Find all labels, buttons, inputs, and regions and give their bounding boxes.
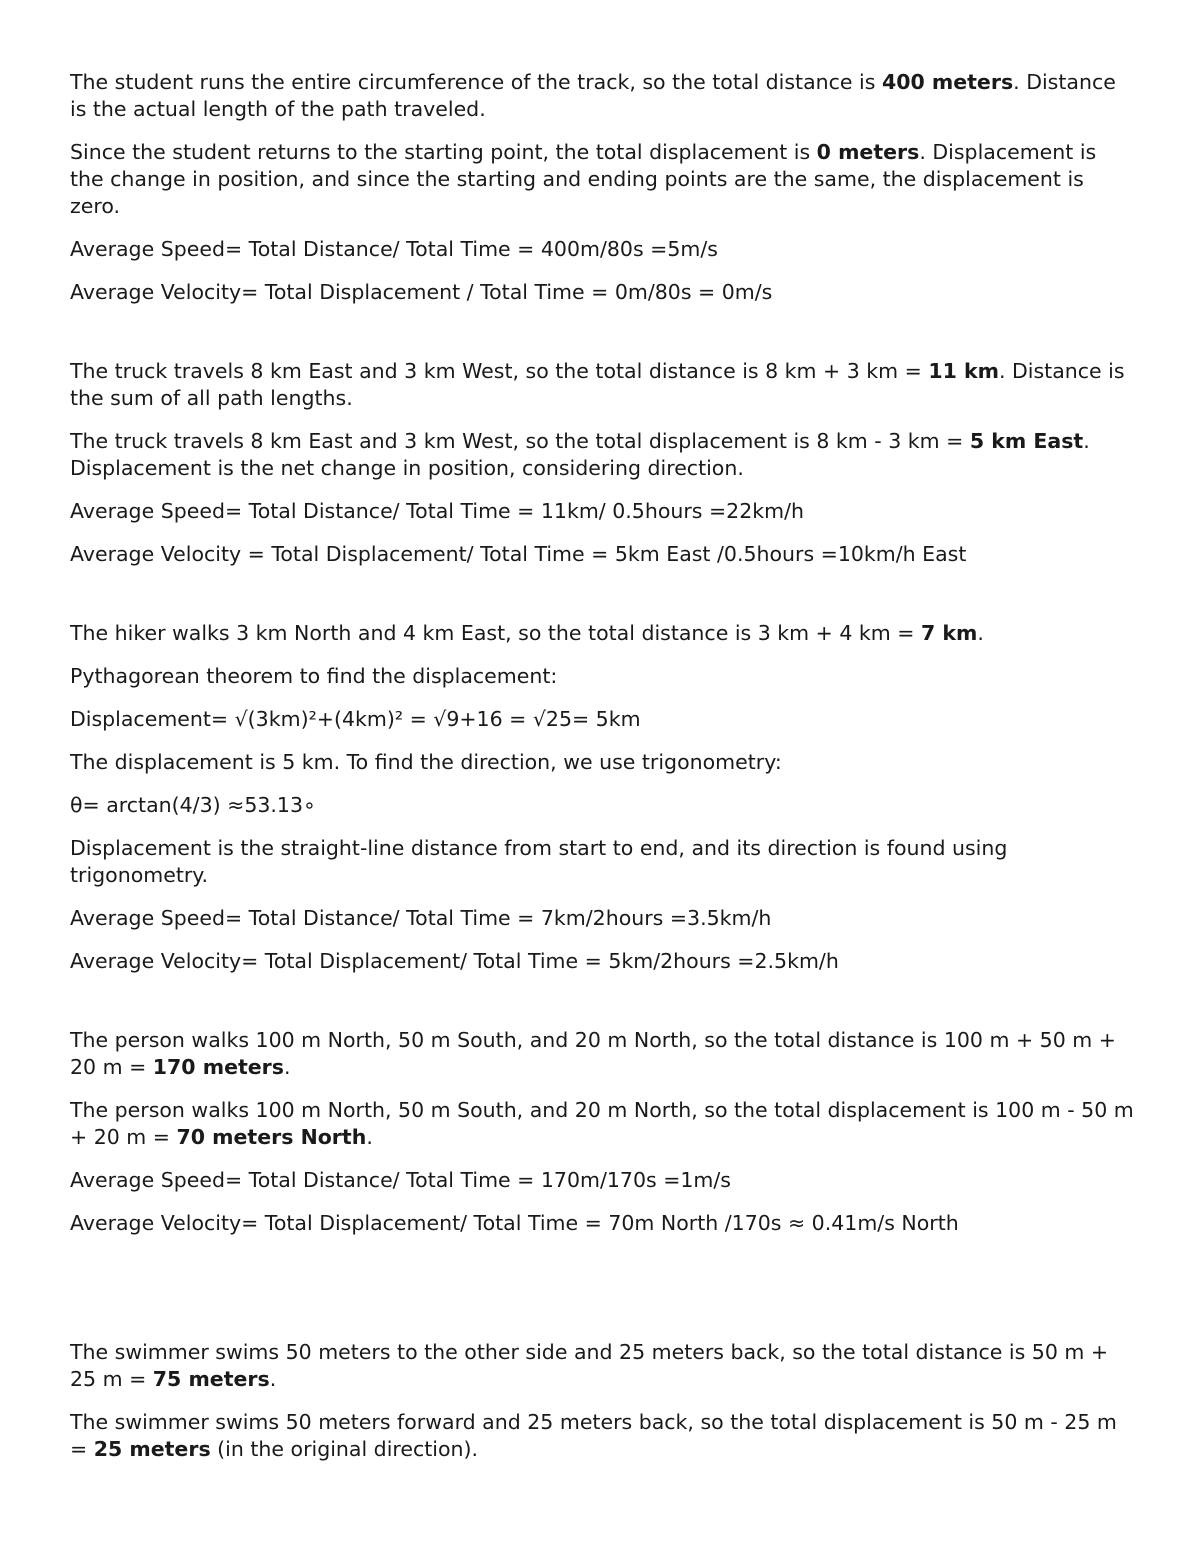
section-truck bbox=[70, 358, 1135, 568]
document-page bbox=[70, 69, 1135, 1479]
section-person bbox=[70, 1027, 1135, 1237]
section-hiker bbox=[70, 620, 1135, 975]
paragraph-distance: The swimmer swims 50 meters to the other side and 25 meters back, so the total distance is 50 m + 25 m = 75 meters. bbox=[70, 1340, 1109, 1391]
paragraph-displacement-explanation: Displacement is the straight-line distance from start to end, and its direction is found using trigonometry. bbox=[70, 836, 1008, 887]
paragraph-average-velocity: Average Velocity= Total Displacement / Total Time = 0m/80s = 0m/s bbox=[70, 280, 773, 304]
section-spacer bbox=[70, 322, 1135, 358]
paragraph-average-speed: Average Speed= Total Distance/ Total Time = 170m/170s =1m/s bbox=[70, 1168, 731, 1192]
paragraph-displacement-formula: Displacement= √(3km)²+(4km)² = √9+16 = √25= 5km bbox=[70, 707, 641, 731]
section-spacer bbox=[70, 584, 1135, 620]
paragraph-average-velocity: Average Velocity= Total Displacement/ Total Time = 70m North /170s ≈ 0.41m/s North bbox=[70, 1211, 959, 1235]
section-student-track bbox=[70, 69, 1135, 306]
paragraph-displacement: Since the student returns to the starting point, the total displacement is 0 meters. Displacement is the change in position, and since the starting and ending points are the same, the displacement is zero. bbox=[70, 140, 1097, 218]
section-spacer bbox=[70, 991, 1135, 1027]
paragraph-displacement: The swimmer swims 50 meters forward and 25 meters back, so the total displacement is 50 m - 25 m = 25 meters (in the original direction). bbox=[70, 1410, 1117, 1461]
paragraph-distance: The hiker walks 3 km North and 4 km East, so the total distance is 3 km + 4 km = 7 km. bbox=[70, 621, 984, 645]
section-spacer bbox=[70, 1253, 1135, 1339]
paragraph-distance: The truck travels 8 km East and 3 km West, so the total distance is 8 km + 3 km = 11 km. Distance is the sum of all path lengths. bbox=[70, 359, 1125, 410]
paragraph-average-velocity: Average Velocity= Total Displacement/ Total Time = 5km/2hours =2.5km/h bbox=[70, 949, 839, 973]
paragraph-distance: The person walks 100 m North, 50 m South, and 20 m North, so the total distance is 100 m + 50 m + 20 m = 170 meters. bbox=[70, 1028, 1116, 1079]
paragraph-average-velocity: Average Velocity = Total Displacement/ Total Time = 5km East /0.5hours =10km/h East bbox=[70, 542, 967, 566]
paragraph-direction-intro: The displacement is 5 km. To find the direction, we use trigonometry: bbox=[70, 750, 782, 774]
paragraph-average-speed: Average Speed= Total Distance/ Total Time = 400m/80s =5m/s bbox=[70, 237, 718, 261]
paragraph-displacement: The person walks 100 m North, 50 m South, and 20 m North, so the total displacement is 100 m - 50 m + 20 m = 70 meters North. bbox=[70, 1098, 1134, 1149]
paragraph-average-speed: Average Speed= Total Distance/ Total Time = 7km/2hours =3.5km/h bbox=[70, 906, 772, 930]
paragraph-pythagorean: Pythagorean theorem to find the displacement: bbox=[70, 664, 558, 688]
paragraph-displacement: The truck travels 8 km East and 3 km West, so the total displacement is 8 km - 3 km = 5 km East. Displacement is the net change in position, considering direction. bbox=[70, 429, 1090, 480]
paragraph-average-speed: Average Speed= Total Distance/ Total Time = 11km/ 0.5hours =22km/h bbox=[70, 499, 804, 523]
section-swimmer bbox=[70, 1339, 1135, 1463]
paragraph-angle: θ= arctan(4/3) ≈53.13∘ bbox=[70, 793, 316, 817]
paragraph-distance: The student runs the entire circumference of the track, so the total distance is 400 meters. Distance is the actual length of the path traveled. bbox=[70, 70, 1116, 121]
